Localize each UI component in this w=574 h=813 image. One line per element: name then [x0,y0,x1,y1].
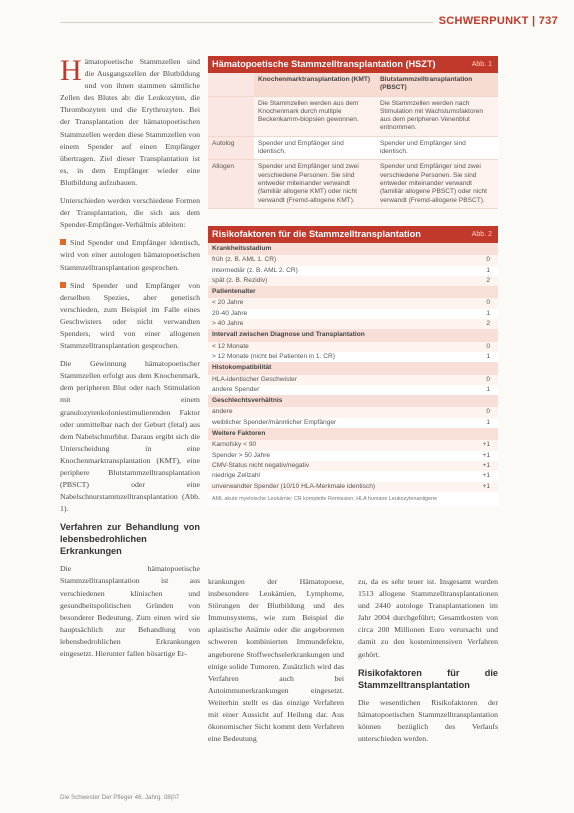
risk-score: 0 [486,342,490,350]
risk-score: 1 [486,352,490,360]
risk-score: +1 [482,472,490,480]
risk-factor-label: Spender > 50 Jahre [212,451,271,459]
section-label: SCHWERPUNKT | 737 [433,15,558,27]
risk-table [208,243,498,492]
risk-factor-label: CMV-Status nicht negativ/negativ [212,461,310,469]
risk-factor-label: intermediär (z. B. AML 2. CR) [212,266,298,274]
risk-score: 0 [486,375,490,383]
risk-row [208,385,498,395]
risk-score: 0 [486,299,490,307]
risk-factor-label: > 40 Jahre [212,320,244,328]
risk-score: +1 [482,451,490,459]
risk-score: 0 [486,256,490,264]
risk-row [208,309,498,319]
risk-box [208,226,498,506]
figure-tag: Abb. 1 [471,61,492,68]
risk-factor-label: unverwandter Spender (10/10 HLA-Merkmale identisch) [212,482,376,490]
risk-score: +1 [482,461,490,469]
risk-section-heading: Krankheitsstadium [208,243,498,255]
subheading-treatment: Verfahren zur Behandlung von lebensbedrohlichen Erkrankungen [60,522,200,557]
bullet-square-icon [60,282,66,288]
empty-cell [208,73,254,97]
risk-score: 2 [486,276,490,284]
risk-factor-label: früh (z. B. AML 1. CR) [212,256,277,264]
risk-factor-label: < 20 Jahre [212,299,244,307]
middle-column [208,576,344,751]
risk-score: +1 [482,441,490,449]
risk-factor-label: < 12 Monate [212,342,249,350]
risk-row [208,319,498,329]
drop-cap: H [60,54,82,87]
risk-factor-label: > 12 Monate (nicht bei Patienten in 1. CR) [212,352,335,360]
risk-score: 1 [486,385,490,393]
risk-row [208,461,498,471]
risk-row [208,276,498,286]
figure-tag: Abb. 2 [471,231,492,238]
risk-score: 0 [486,408,490,416]
risk-factor-label: weiblicher Spender/männlicher Empfänger [212,418,337,426]
hszt-box-title: Hämatopoetische Stammzelltransplantation (HSZT) Abb. 1 [208,56,498,73]
risk-factor-label: niedrige Zellzahl [212,472,261,480]
risk-factor-label: spät (z. B. Rezidiv) [212,276,268,284]
right-paragraph: zu, da es sehr teuer ist. Insgesamt wurden 1513 allogene Stammzelltransplantationen und 2440 autologe Transplantationen im Jahr 2004 durchgeführt; Gesamtkosten von circa 200 Millionen Euro verursacht und damit zu den kostenintensiven Verfahren gehört. [358,577,498,659]
risk-row [208,266,498,276]
risk-row [208,451,498,461]
pbsct-description: Die Stammzellen werden nach Stimulation mit Wachstumsfaktoren aus dem peripheren Venenblut entnommen. [376,97,498,137]
risk-row [208,255,498,265]
column-head-pbsct: Blutstammzelltransplantation (PBSCT) [376,73,498,97]
column-head-kmt: Knochenmarktransplantation (KMT) [254,73,376,97]
page-header [0,12,574,34]
variants-paragraph: Unterschieden werden verschiedene Formen der Transplantation, die sich aus dem Spender-Empfänger-Verhältnis ableiten: [60,196,200,230]
risk-paragraph: Die wesentlichen Risikofaktoren der hämatopoetischen Stammzelltransplantation können bezüglich des Verlaufs unterschieden werden. [358,697,498,743]
subheading-risk: Risikofaktoren für die Stammzelltransplantation [358,667,498,690]
hszt-table [208,73,498,209]
risk-footnote: AML akute myeloische Leukämie; CR komplette Remission; HLA humane Leukozytenantigene [208,492,498,506]
autolog-kmt-cell: Spender und Empfänger sind identisch. [254,137,376,161]
risk-score: 2 [486,320,490,328]
bullet-square-icon [60,239,66,245]
risk-factor-label: 20-40 Jahre [212,309,248,317]
middle-paragraph: krankungen der Hämatopoese, insbesondere Leukämien, Lymphome, Störungen der Blutbildung und des Immunsystems, wie zum Beispiel die aplastische Anämie oder die angeborenen schweren kombinierten Immundefekte, angeborene Stoffwechselerkrankungen und einige solide Tumoren. Zusätzlich wird das Verfahren auch bei Autoimmunerkrankungen eingesetzt. Weiterhin stellt es das einzige Verfahren mit einer Aussicht auf Heilung dar. Aus ökonomischer Sicht kommt dem Verfahren eine Bedeutung [208,577,344,744]
left-column [60,56,200,666]
risk-row [208,342,498,352]
risk-row [208,418,498,428]
autolog-pbsct-cell: Spender und Empfänger sind identisch. [376,137,498,161]
page-footer: Die Schwester Der Pfleger 46. Jahrg. 08|07 [60,794,180,801]
risk-factor-label: andere Spender [212,385,260,393]
allogen-pbsct-cell: Spender und Empfänger sind zwei verschiedene Personen. Sie sind entweder miteinander verwandt (familiär allogene PBSCT) oder nicht verwandt (Fremd-allogene PBSCT). [376,160,498,208]
risk-row [208,482,498,492]
bullet-allogen: Sind Spender und Empfänger von derselben Spezies, aber genetisch verschieden, zum Beispiel im Falle eines Geschwisters oder nicht verwandten Spenders, wird von einer allogenen Stammzelltransplantation gesprochen. [60,280,200,351]
right-column [358,576,498,751]
hszt-box [208,56,498,209]
risk-section-heading: Patientenalter [208,286,498,298]
risk-row [208,352,498,362]
risk-row [208,298,498,308]
risk-section-heading: Geschlechtsverhältnis [208,395,498,407]
kmt-description: Die Stammzellen werden aus dem Knochenmark durch multiple Beckenkamm-biopsien gewonnen. [254,97,376,137]
risk-factor-label: Karnofsky < 90 [212,441,257,449]
row-head-autolog: Autolog [208,137,254,161]
row-head-allogen: Allogen [208,160,254,208]
risk-score: 1 [486,266,490,274]
risk-row [208,440,498,450]
risk-score: 1 [486,309,490,317]
collection-paragraph: Die Gewinnung hämatopoetischer Stammzellen erfolgt aus dem Knochenmark, dem peripheren Blut oder nach Stimulation mit einem granulozytenkoloniestimulierenden Faktor oder unmittelbar nach der Geburt (fetal) aus dem Nabelschnurblut. Daraus ergibt sich die Unterscheidung in eine Knochenmarktransplantation (KMT), eine periphere Blutstammzelltransplantation (PBSCT) oder eine Nabelschnurstammzelltransplantation (Abb. 1). [60,359,200,514]
risk-score: 1 [486,418,490,426]
risk-row [208,471,498,481]
risk-box-title: Risikofaktoren für die Stammzelltransplantation Abb. 2 [208,226,498,243]
risk-section-heading: Weitere Faktoren [208,428,498,440]
empty-cell [208,97,254,137]
risk-factor-label: andere [212,408,233,416]
risk-score: +1 [482,482,490,490]
risk-section-heading: Histokompatibilität [208,362,498,374]
bullet-autolog: Sind Spender und Empfänger identisch, wird von einer autologen hämatopoetischen Stammzelltransplantation gesprochen. [60,238,200,272]
risk-row [208,375,498,385]
risk-row [208,407,498,417]
treatment-paragraph: Die hämatopoetische Stammzelltransplantation ist aus verschiedenen klinischen und gesundheitspolitischen Gründen von besonderer Bedeutung. Zum einen wird sie hauptsächlich zur Behandlung von lebensbedrohlichen Erkrankungen eingesetzt. Hierunter fallen bösartige Er- [60,564,200,659]
risk-factor-label: HLA-identischer Geschwister [212,375,298,383]
risk-section-heading: Intervall zwischen Diagnose und Transplantation [208,329,498,341]
allogen-kmt-cell: Spender und Empfänger sind zwei verschiedene Personen. Sie sind entweder miteinander verwandt (familiär allogene KMT) oder nicht verwandt (Fremd-allogene KMT). [254,160,376,208]
intro-paragraph: ämatopoetische Stammzellen sind die Ausgangszellen der Blutbildung und von ihnen stammen sämtliche Zellen des Blutes ab: die Leukozyten, die Thrombozyten und die Erythrozyten. Bei der Transplantation der hämatopoetischen Stammzellen werden diese Stammzellen von einem Spender auf einen Empfänger übertragen. Ziel dieser Transplantation ist es, in dem Empfänger wieder eine Blutbildung aufzubauen. [60,57,200,187]
